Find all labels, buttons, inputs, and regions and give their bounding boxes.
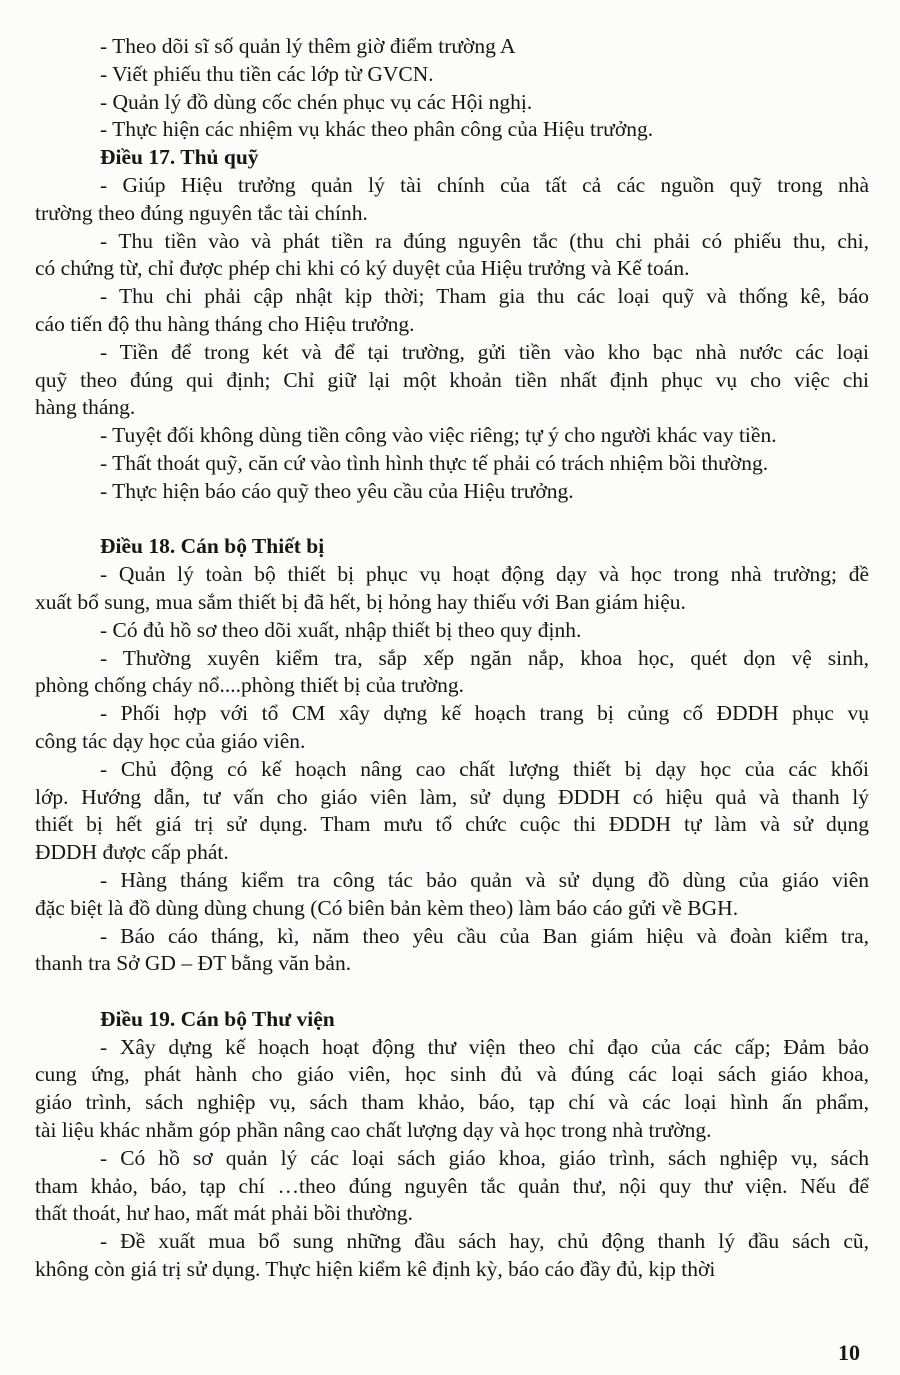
paragraph-line: - Quản lý toàn bộ thiết bị phục vụ hoạt động dạy và học trong nhà trường; đề <box>100 562 869 587</box>
paragraph-line: - Xây dựng kế hoạch hoạt động thư viện theo chỉ đạo của các cấp; Đảm bảo <box>100 1034 869 1059</box>
document-body <box>35 33 869 1284</box>
paragraph-line: - Báo cáo tháng, kì, năm theo yêu cầu của Ban giám hiệu và đoàn kiểm tra, <box>100 923 869 948</box>
paragraph-line: - Giúp Hiệu trưởng quản lý tài chính của tất cả các nguồn quỹ trong nhà <box>100 172 869 197</box>
paragraph-line: ĐDDH được cấp phát. <box>35 840 229 865</box>
list-item: - Theo dõi sĩ số quản lý thêm giờ điểm trường A <box>100 34 516 58</box>
section-heading: Điều 19. Cán bộ Thư viện <box>100 1006 335 1031</box>
list-item: - Quản lý đồ dùng cốc chén phục vụ các Hội nghị. <box>100 89 533 114</box>
paragraph-line: giáo trình, sách nghiệp vụ, sách tham khảo, báo, tạp chí và các loại hình ấn phẩm, <box>35 1090 869 1115</box>
section-heading: Điều 18. Cán bộ Thiết bị <box>100 534 325 559</box>
paragraph-line: - Thường xuyên kiểm tra, sắp xếp ngăn nắp, khoa học, quét dọn vệ sinh, <box>100 645 869 670</box>
paragraph-line: quỹ theo đúng qui định; Chỉ giữ lại một khoản tiền nhất định phục vụ cho việc chi <box>35 367 869 392</box>
paragraph-line: - Có hồ sơ quản lý các loại sách giáo khoa, giáo trình, sách nghiệp vụ, sách <box>100 1145 869 1170</box>
paragraph-line: thất thoát, hư hao, mất mát phải bồi thường. <box>35 1201 414 1226</box>
paragraph-line: - Thất thoát quỹ, căn cứ vào tình hình thực tế phải có trách nhiệm bồi thường. <box>100 450 769 475</box>
paragraph-line: thanh tra Sở GD – ĐT bằng văn bản. <box>35 951 352 976</box>
paragraph-line: - Có đủ hồ sơ theo dõi xuất, nhập thiết bị theo quy định. <box>100 617 582 642</box>
paragraph-line: - Hàng tháng kiểm tra công tác bảo quản và sử dụng đồ dùng của giáo viên <box>100 867 869 892</box>
paragraph-line: thiết bị hết giá trị sử dụng. Tham mưu tổ chức cuộc thi ĐDDH tự làm và sử dụng <box>35 812 869 837</box>
paragraph-line: - Thu tiền vào và phát tiền ra đúng nguyên tắc (thu chi phải có phiếu thu, chi, <box>100 228 869 253</box>
spacer <box>35 978 869 1006</box>
page-number: 10 <box>838 1340 860 1365</box>
paragraph-line: - Đề xuất mua bổ sung những đầu sách hay, chủ động thanh lý đầu sách cũ, <box>100 1229 869 1254</box>
paragraph-line: - Tiền để trong két và để tại trường, gửi tiền vào kho bạc nhà nước các loại <box>100 339 869 364</box>
paragraph-line: có chứng từ, chỉ được phép chi khi có ký duyệt của Hiệu trưởng và Kế toán. <box>35 256 690 281</box>
paragraph-line: - Thực hiện báo cáo quỹ theo yêu cầu của Hiệu trưởng. <box>100 478 574 503</box>
paragraph-line: - Tuyệt đối không dùng tiền công vào việc riêng; tự ý cho người khác vay tiền. <box>100 423 777 448</box>
paragraph-line: - Phối hợp với tổ CM xây dựng kế hoạch trang bị củng cố ĐDDH phục vụ <box>100 701 869 726</box>
paragraph-line: phòng chống cháy nổ....phòng thiết bị của trường. <box>35 673 465 698</box>
paragraph-line: cáo tiến độ thu hàng tháng cho Hiệu trưởng. <box>35 311 415 336</box>
paragraph-line: công tác dạy học của giáo viên. <box>35 728 306 753</box>
section-heading: Điều 17. Thủ quỹ <box>100 145 259 170</box>
paragraph-line: cung ứng, phát hành cho giáo viên, học sinh đủ và đúng các loại sách giáo khoa, <box>35 1062 869 1087</box>
list-item: - Thực hiện các nhiệm vụ khác theo phân công của Hiệu trưởng. <box>100 117 654 142</box>
paragraph-line: tham khảo, báo, tạp chí …theo đúng nguyên tắc quản thư, nội quy thư viện. Nếu để <box>35 1173 869 1198</box>
list-item: - Viết phiếu thu tiền các lớp từ GVCN. <box>100 61 434 86</box>
paragraph-line: không còn giá trị sử dụng. Thực hiện kiểm kê định kỳ, báo cáo đầy đủ, kịp thời <box>35 1257 716 1282</box>
paragraph-line: lớp. Hướng dẫn, tư vấn cho giáo viên làm, sử dụng ĐDDH có hiệu quả và thanh lý <box>35 784 869 809</box>
paragraph-line: xuất bổ sung, mua sắm thiết bị đã hết, bị hỏng hay thiếu với Ban giám hiệu. <box>35 589 686 614</box>
paragraph-line: hàng tháng. <box>35 395 136 420</box>
paragraph-line: - Thu chi phải cập nhật kịp thời; Tham gia thu các loại quỹ và thống kê, báo <box>100 284 869 309</box>
spacer <box>35 506 869 534</box>
paragraph-line: - Chủ động có kế hoạch nâng cao chất lượng thiết bị dạy học của các khối <box>100 756 869 781</box>
paragraph-line: đặc biệt là đồ dùng dùng chung (Có biên bản kèm theo) làm báo cáo gửi về BGH. <box>35 895 739 920</box>
paragraph-line: trường theo đúng nguyên tắc tài chính. <box>35 200 368 225</box>
paragraph-line: tài liệu khác nhằm góp phần nâng cao chất lượng dạy và học trong nhà trường. <box>35 1118 712 1143</box>
